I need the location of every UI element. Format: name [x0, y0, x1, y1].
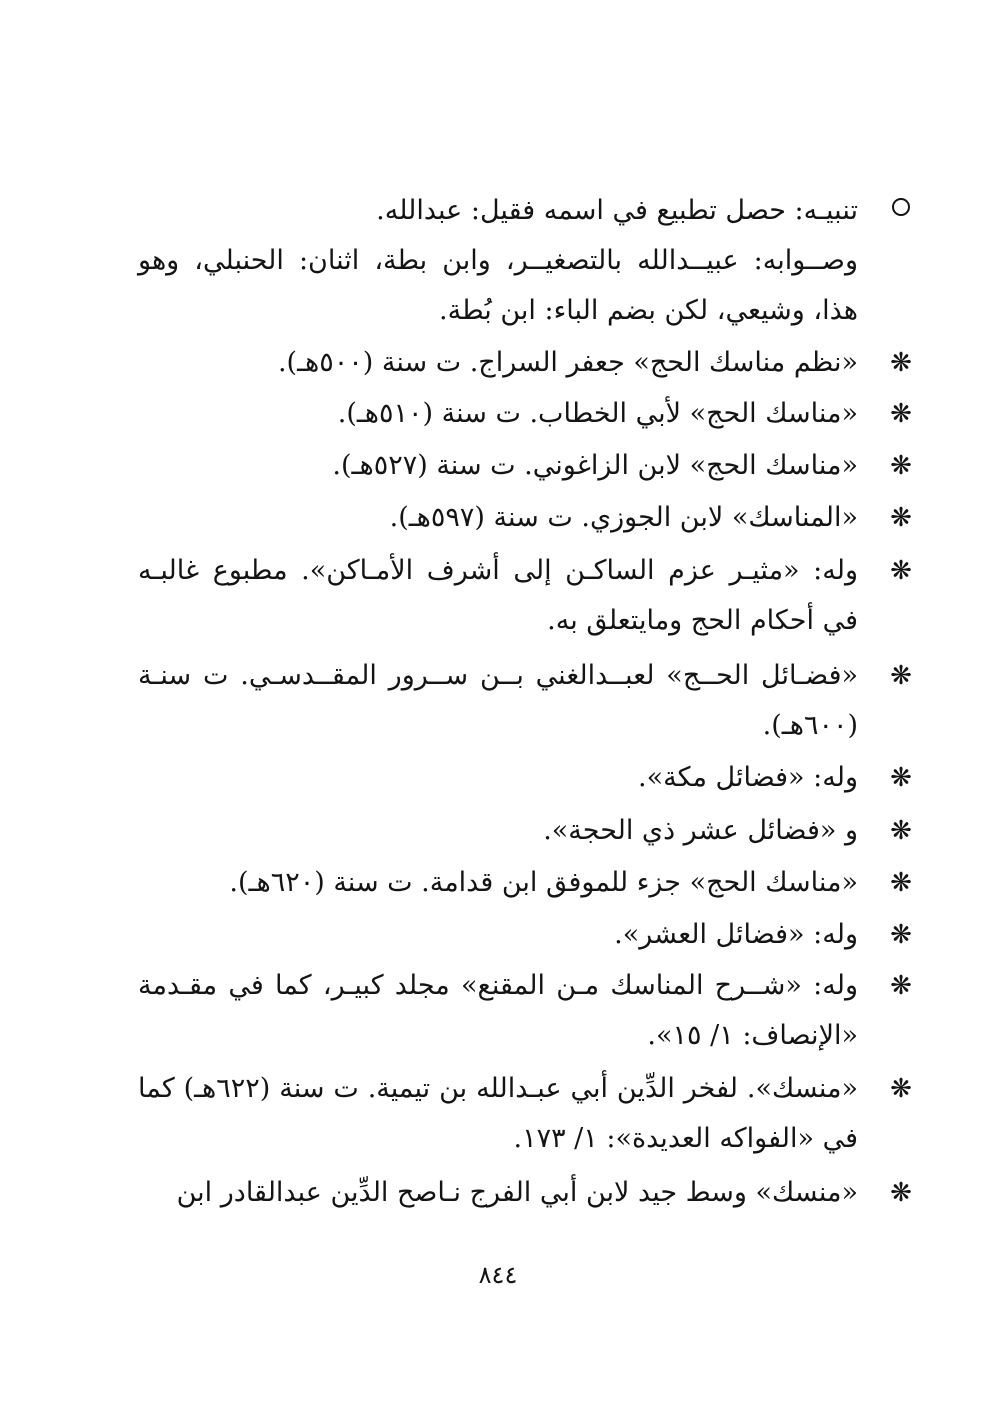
asterisk-bullet-icon: ❋: [890, 348, 912, 378]
list-item: [138, 651, 912, 751]
asterisk-bullet-icon: ❋: [890, 816, 912, 846]
asterisk-bullet-icon: ❋: [890, 763, 912, 793]
list-item-text: وله: «شــرح المناسك مـن المقنع» مجلد كبيـر، كما في مقـدمة «الإنصاف: ١/ ١٥».: [138, 970, 858, 1051]
list-item: [138, 389, 912, 439]
list-item: [138, 753, 912, 803]
list-item-text: و «فضائل عشر ذي الحجة».: [543, 815, 858, 846]
list-item: [138, 441, 912, 491]
list-item: [138, 910, 912, 960]
list-item-text: وله: «فضائل مكة».: [638, 762, 858, 793]
list-item-text: «نظم مناسك الحج» جعفر السراج. ت سنة (٥٠٠هـ).: [277, 347, 858, 378]
list-item: [138, 493, 912, 543]
page-number: ٨٤٤: [478, 1261, 518, 1289]
asterisk-bullet-icon: ❋: [890, 399, 912, 429]
list-item-text: وله: «مثيـر عزم الساكـن إلى أشرف الأمـاكن». مطبوع غالبـه في أحكام الحج ومايتعلق به.: [138, 555, 858, 636]
list-item-text: «مناسك الحج» جزء للموفق ابن قدامة. ت سنة (٦٢٠هـ).: [229, 867, 858, 898]
asterisk-bullet-icon: ❋: [890, 661, 912, 691]
list-item: [138, 546, 912, 646]
list-item-text: «منسك» وسط جيد لابن أبي الفرج نـاصح الدِّين عبدالقادر ابن: [176, 1177, 858, 1208]
list-item: [138, 338, 912, 388]
list-item-text: «مناسك الحج» لأبي الخطاب. ت سنة (٥١٠هـ).: [337, 398, 858, 429]
list-item-text: «منسك». لفخر الدِّين أبي عبـدالله بن تيمية. ت سنة (٦٢٢هـ) كما في «الفواكه العديدة»: ١/ ١٧٣.: [138, 1073, 858, 1154]
list-item: [138, 858, 912, 908]
list-item-text: «المناسك» لابن الجوزي. ت سنة (٥٩٧هـ).: [389, 502, 858, 533]
asterisk-bullet-icon: ❋: [890, 503, 912, 533]
asterisk-bullet-icon: ❋: [890, 451, 912, 481]
circle-bullet-icon: [892, 198, 910, 216]
asterisk-bullet-icon: ❋: [890, 971, 912, 1001]
asterisk-bullet-icon: ❋: [890, 920, 912, 950]
note-line-1: تنبيـه: حصل تطبيع في اسمه فقيل: عبدالله.: [376, 195, 858, 226]
list-item: [138, 806, 912, 856]
note-continuation: وصــوابه: عبيــدالله بالتصغيــر، وابن بطة، اثنان: الحنبلي، وهو هذا، وشيعي، لكن بضم الباء: ابن بُطة.: [138, 245, 858, 326]
list-item-text: «مناسك الحج» لابن الزاغوني. ت سنة (٥٢٧هـ).: [332, 450, 858, 481]
list-item-text: وله: «فضائل العشر».: [614, 919, 858, 950]
asterisk-bullet-icon: ❋: [890, 1178, 912, 1208]
asterisk-bullet-icon: ❋: [890, 868, 912, 898]
list-item: [138, 1064, 912, 1164]
asterisk-bullet-icon: ❋: [890, 1074, 912, 1104]
asterisk-bullet-icon: ❋: [890, 556, 912, 586]
note-entry: [138, 186, 858, 236]
list-item-text: «فضـائل الحــج» لعبــدالغني بــن ســرور المقــدسـي. ت سنـة (٦٠٠هـ).: [138, 660, 858, 741]
list-item: [138, 1168, 912, 1218]
list-item: [138, 961, 912, 1061]
